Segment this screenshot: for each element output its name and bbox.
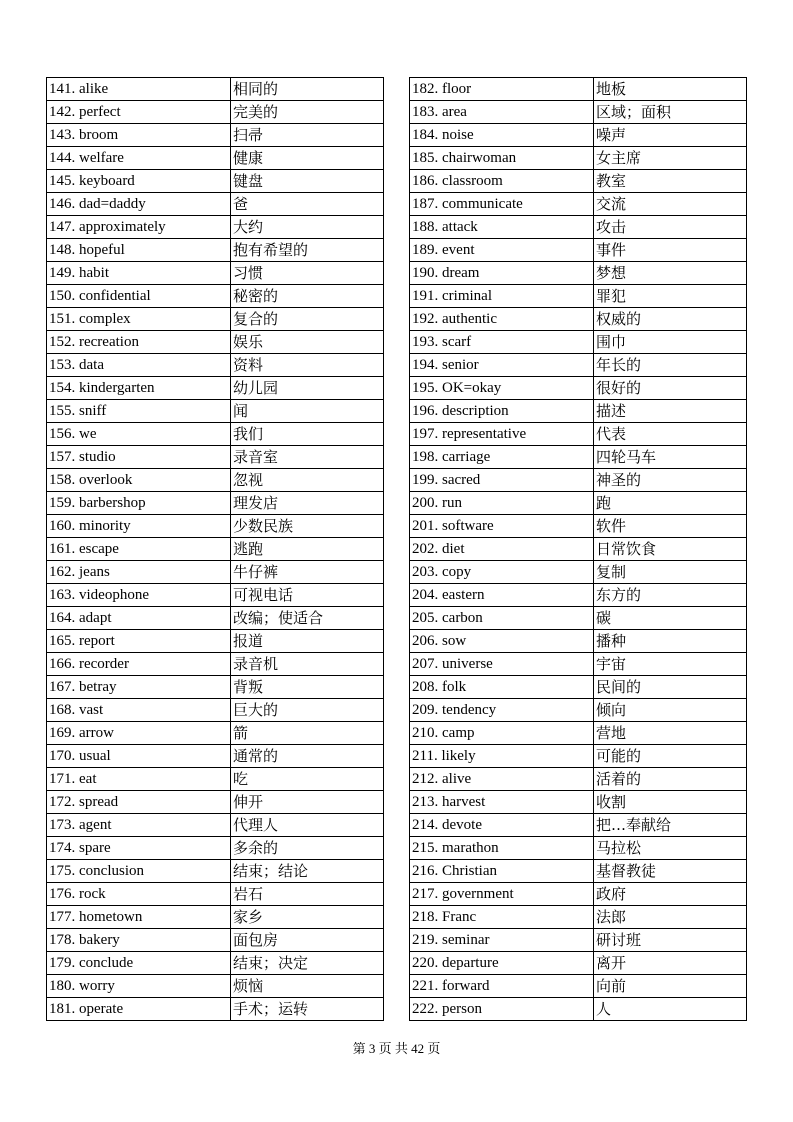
vocab-meaning: 政府 [594,883,747,906]
vocab-word: 168. vast [47,699,231,722]
vocab-word: 177. hometown [47,906,231,929]
vocab-meaning: 描述 [594,400,747,423]
vocab-row [47,745,384,768]
vocab-row [47,676,384,699]
vocab-row [410,814,747,837]
vocab-row [410,124,747,147]
vocab-row [47,952,384,975]
vocab-word: 169. arrow [47,722,231,745]
vocab-row [47,78,384,101]
vocab-row [410,676,747,699]
vocab-word: 145. keyboard [47,170,231,193]
vocab-word: 142. perfect [47,101,231,124]
vocab-word: 215. marathon [410,837,594,860]
vocab-word: 207. universe [410,653,594,676]
vocab-word: 146. dad=daddy [47,193,231,216]
vocab-meaning: 很好的 [594,377,747,400]
vocab-word: 220. departure [410,952,594,975]
vocab-row [410,745,747,768]
vocab-meaning: 攻击 [594,216,747,239]
vocab-word: 201. software [410,515,594,538]
vocab-word: 214. devote [410,814,594,837]
vocab-meaning: 录音室 [231,446,384,469]
vocab-row [410,216,747,239]
vocab-word: 159. barbershop [47,492,231,515]
vocab-meaning: 教室 [594,170,747,193]
vocab-word: 209. tendency [410,699,594,722]
vocab-row [47,446,384,469]
vocab-table-left [46,77,384,1021]
vocab-meaning: 区域；面积 [594,101,747,124]
vocab-meaning: 营地 [594,722,747,745]
vocab-row [410,998,747,1021]
vocab-meaning: 烦恼 [231,975,384,998]
vocab-row [47,630,384,653]
vocab-meaning: 四轮马车 [594,446,747,469]
vocab-row [410,331,747,354]
vocab-meaning: 碳 [594,607,747,630]
vocab-row [47,308,384,331]
vocab-meaning: 伸开 [231,791,384,814]
vocab-meaning: 代表 [594,423,747,446]
vocab-row [410,561,747,584]
vocab-word: 206. sow [410,630,594,653]
vocab-meaning: 娱乐 [231,331,384,354]
vocab-row [47,860,384,883]
vocab-meaning: 事件 [594,239,747,262]
vocab-word: 162. jeans [47,561,231,584]
vocab-meaning: 民间的 [594,676,747,699]
vocab-row [410,699,747,722]
vocab-row [410,101,747,124]
vocab-word: 182. floor [410,78,594,101]
vocab-meaning: 宇宙 [594,653,747,676]
vocab-row [410,377,747,400]
vocab-row [410,170,747,193]
vocab-row [410,193,747,216]
vocab-word: 211. likely [410,745,594,768]
vocab-row [410,584,747,607]
vocab-word: 197. representative [410,423,594,446]
vocab-word: 172. spread [47,791,231,814]
vocab-meaning: 背叛 [231,676,384,699]
vocab-word: 186. classroom [410,170,594,193]
vocab-meaning: 结束；决定 [231,952,384,975]
vocab-meaning: 把…奉献给 [594,814,747,837]
vocab-row [47,354,384,377]
vocab-meaning: 相同的 [231,78,384,101]
vocab-row [47,998,384,1021]
vocab-meaning: 罪犯 [594,285,747,308]
vocab-meaning: 年长的 [594,354,747,377]
vocab-row [410,791,747,814]
vocab-word: 191. criminal [410,285,594,308]
vocab-row [410,308,747,331]
vocab-row [47,607,384,630]
vocab-word: 195. OK=okay [410,377,594,400]
vocab-meaning: 结束；结论 [231,860,384,883]
vocab-meaning: 少数民族 [231,515,384,538]
vocab-row [47,170,384,193]
vocab-word: 181. operate [47,998,231,1021]
vocab-meaning: 研讨班 [594,929,747,952]
vocab-word: 164. adapt [47,607,231,630]
vocab-row [47,101,384,124]
vocab-meaning: 跑 [594,492,747,515]
vocab-meaning: 女主席 [594,147,747,170]
vocab-meaning: 活着的 [594,768,747,791]
vocab-row [47,515,384,538]
vocab-word: 149. habit [47,262,231,285]
vocab-row [47,469,384,492]
vocab-meaning: 健康 [231,147,384,170]
vocab-meaning: 围巾 [594,331,747,354]
vocab-meaning: 大约 [231,216,384,239]
vocab-word: 193. scarf [410,331,594,354]
vocab-table-left-body [47,78,384,1021]
vocab-table-right [409,77,747,1021]
vocab-row [410,653,747,676]
vocab-meaning: 梦想 [594,262,747,285]
vocab-row [410,860,747,883]
vocab-word: 222. person [410,998,594,1021]
vocab-word: 167. betray [47,676,231,699]
vocab-word: 218. Franc [410,906,594,929]
vocab-meaning: 人 [594,998,747,1021]
vocab-meaning: 软件 [594,515,747,538]
vocab-row [410,722,747,745]
vocab-meaning: 可能的 [594,745,747,768]
vocab-meaning: 法郎 [594,906,747,929]
vocab-meaning: 马拉松 [594,837,747,860]
vocab-row [410,768,747,791]
vocab-row [410,906,747,929]
vocab-word: 185. chairwoman [410,147,594,170]
vocab-row [47,768,384,791]
vocab-meaning: 面包房 [231,929,384,952]
vocab-row [47,975,384,998]
vocab-row [47,929,384,952]
vocab-row [47,699,384,722]
vocab-meaning: 抱有希望的 [231,239,384,262]
vocab-meaning: 爸 [231,193,384,216]
vocab-word: 148. hopeful [47,239,231,262]
vocab-word: 192. authentic [410,308,594,331]
vocab-meaning: 可视电话 [231,584,384,607]
vocab-word: 208. folk [410,676,594,699]
vocab-row [47,423,384,446]
vocab-row [410,952,747,975]
vocab-meaning: 通常的 [231,745,384,768]
vocab-word: 210. camp [410,722,594,745]
vocab-meaning: 岩石 [231,883,384,906]
vocab-meaning: 复制 [594,561,747,584]
vocab-row [410,607,747,630]
vocab-meaning: 幼儿园 [231,377,384,400]
vocab-meaning: 箭 [231,722,384,745]
vocab-row [410,515,747,538]
vocab-meaning: 牛仔裤 [231,561,384,584]
vocab-word: 161. escape [47,538,231,561]
vocab-row [410,285,747,308]
vocab-word: 221. forward [410,975,594,998]
vocab-word: 180. worry [47,975,231,998]
vocab-word: 157. studio [47,446,231,469]
vocab-word: 219. seminar [410,929,594,952]
vocab-meaning: 地板 [594,78,747,101]
vocab-word: 189. event [410,239,594,262]
vocab-meaning: 忽视 [231,469,384,492]
vocab-word: 188. attack [410,216,594,239]
vocab-row [410,262,747,285]
vocab-row [410,400,747,423]
vocab-word: 198. carriage [410,446,594,469]
vocab-row [410,239,747,262]
vocab-word: 204. eastern [410,584,594,607]
vocab-word: 166. recorder [47,653,231,676]
vocab-word: 153. data [47,354,231,377]
vocab-row [47,262,384,285]
vocab-row [47,492,384,515]
vocab-row [410,147,747,170]
vocab-row [410,630,747,653]
vocab-meaning: 手术；运转 [231,998,384,1021]
vocab-row [47,814,384,837]
vocab-word: 152. recreation [47,331,231,354]
vocab-meaning: 完美的 [231,101,384,124]
vocab-word: 163. videophone [47,584,231,607]
vocab-meaning: 东方的 [594,584,747,607]
vocab-word: 176. rock [47,883,231,906]
vocab-word: 196. description [410,400,594,423]
vocab-word: 187. communicate [410,193,594,216]
vocab-row [47,561,384,584]
vocab-word: 160. minority [47,515,231,538]
vocab-row [410,975,747,998]
vocab-word: 190. dream [410,262,594,285]
vocab-row [47,377,384,400]
vocab-row [47,239,384,262]
vocab-row [47,653,384,676]
vocab-meaning: 代理人 [231,814,384,837]
vocab-meaning: 多余的 [231,837,384,860]
vocab-word: 171. eat [47,768,231,791]
vocab-row [47,584,384,607]
vocab-word: 144. welfare [47,147,231,170]
vocab-table-right-body [410,78,747,1021]
vocab-meaning: 资料 [231,354,384,377]
vocab-word: 175. conclusion [47,860,231,883]
vocab-meaning: 交流 [594,193,747,216]
vocab-meaning: 巨大的 [231,699,384,722]
vocab-row [47,883,384,906]
vocab-meaning: 离开 [594,952,747,975]
vocab-word: 154. kindergarten [47,377,231,400]
vocab-row [47,400,384,423]
vocab-row [47,837,384,860]
vocab-meaning: 秘密的 [231,285,384,308]
vocab-word: 165. report [47,630,231,653]
vocab-meaning: 复合的 [231,308,384,331]
vocab-word: 158. overlook [47,469,231,492]
vocab-word: 205. carbon [410,607,594,630]
vocab-word: 150. confidential [47,285,231,308]
vocab-row [47,791,384,814]
vocab-row [410,469,747,492]
vocab-meaning: 家乡 [231,906,384,929]
vocab-word: 199. sacred [410,469,594,492]
vocab-word: 173. agent [47,814,231,837]
vocab-word: 184. noise [410,124,594,147]
vocab-row [47,285,384,308]
vocab-meaning: 扫帚 [231,124,384,147]
vocab-word: 202. diet [410,538,594,561]
vocab-word: 217. government [410,883,594,906]
vocab-meaning: 录音机 [231,653,384,676]
vocab-row [47,193,384,216]
vocab-row [47,124,384,147]
vocab-meaning: 倾向 [594,699,747,722]
vocab-row [410,423,747,446]
vocab-word: 212. alive [410,768,594,791]
vocab-row [47,906,384,929]
vocab-row [47,216,384,239]
vocab-meaning: 报道 [231,630,384,653]
vocab-meaning: 改编；使适合 [231,607,384,630]
vocab-row [47,331,384,354]
vocab-word: 213. harvest [410,791,594,814]
vocab-word: 143. broom [47,124,231,147]
vocab-row [47,722,384,745]
vocab-meaning: 日常饮食 [594,538,747,561]
vocab-row [410,883,747,906]
vocab-word: 141. alike [47,78,231,101]
vocab-row [410,538,747,561]
vocab-row [410,492,747,515]
vocab-word: 156. we [47,423,231,446]
vocab-row [47,538,384,561]
vocab-meaning: 习惯 [231,262,384,285]
vocab-meaning: 键盘 [231,170,384,193]
vocab-word: 155. sniff [47,400,231,423]
vocab-meaning: 收割 [594,791,747,814]
vocab-meaning: 噪声 [594,124,747,147]
vocab-word: 183. area [410,101,594,124]
vocab-word: 179. conclude [47,952,231,975]
page-footer: 第 3 页 共 42 页 [352,1041,441,1056]
vocab-meaning: 向前 [594,975,747,998]
vocab-word: 194. senior [410,354,594,377]
vocab-row [410,446,747,469]
vocab-word: 203. copy [410,561,594,584]
vocab-meaning: 吃 [231,768,384,791]
vocab-word: 174. spare [47,837,231,860]
vocab-row [410,929,747,952]
vocab-row [410,837,747,860]
vocab-word: 170. usual [47,745,231,768]
vocab-word: 200. run [410,492,594,515]
vocab-meaning: 闻 [231,400,384,423]
vocab-meaning: 播种 [594,630,747,653]
vocab-word: 147. approximately [47,216,231,239]
vocab-meaning: 基督教徒 [594,860,747,883]
vocab-row [47,147,384,170]
vocab-word: 216. Christian [410,860,594,883]
vocab-word: 178. bakery [47,929,231,952]
vocab-meaning: 神圣的 [594,469,747,492]
vocab-meaning: 权威的 [594,308,747,331]
vocab-meaning: 我们 [231,423,384,446]
vocab-row [410,78,747,101]
vocab-word: 151. complex [47,308,231,331]
vocab-row [410,354,747,377]
vocab-meaning: 理发店 [231,492,384,515]
vocab-meaning: 逃跑 [231,538,384,561]
